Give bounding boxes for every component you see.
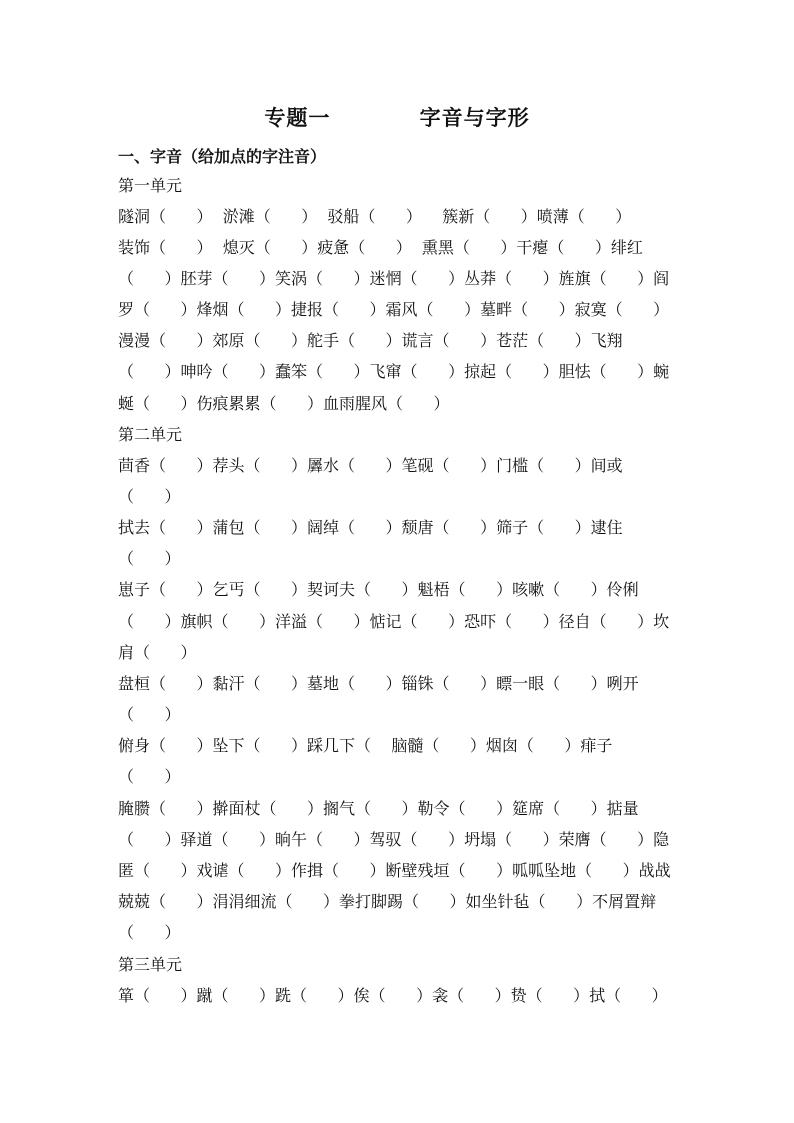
unit-2-line-7: 肩（ ） <box>118 643 197 662</box>
unit-2-line-13: （ ）驿道（ ）晌午（ ）驾驭（ ）坍塌（ ）荣膺（ ）隐 <box>118 830 670 849</box>
unit-heading-3: 第三单元 <box>118 955 183 974</box>
unit-2-line-6: （ ）旗帜（ ）洋溢（ ）惦记（ ）恐吓（ ）径自（ ）坎 <box>118 612 670 631</box>
unit-2-line-15: 兢兢（ ）涓涓细流（ ）拳打脚踢（ ）如坐针毡（ ）不屑置辩 <box>118 892 657 911</box>
unit-2-line-12: 腌臜（ ）擀面杖（ ）搁气（ ）勒令（ ）筵席（ ）掂量 <box>118 799 639 818</box>
unit-2-line-14: 匿（ ）戏谑（ ）作揖（ ）断壁残垣（ ）呱呱坠地（ ）战战 <box>118 861 671 880</box>
unit-2-line-3: 拭去（ ）蒲包（ ）阔绰（ ）颓唐（ ）筛子（ ）逮住 <box>118 518 623 537</box>
unit-2-line-1: 茴香（ ）荐头（ ）羼水（ ）笔砚（ ）门槛（ ）间或 <box>118 456 623 475</box>
unit-2-line-5: 崽子（ ）乞丐（ ）契诃夫（ ）魁梧（ ）咳嗽（ ）伶俐 <box>118 580 639 599</box>
unit-2-line-9: （ ） <box>118 705 181 724</box>
unit-2-line-16: （ ） <box>118 923 181 942</box>
unit-2-line-8: 盘桓（ ）黏汗（ ）墓地（ ）锱铢（ ）瞟一眼（ ）咧开 <box>118 674 639 693</box>
unit-2-line-4: （ ） <box>118 549 181 568</box>
unit-1-line-1: 隧洞（ ） 淤滩（ ） 驳船（ ） 簇新（ ）喷薄（ ） <box>118 207 632 226</box>
unit-1-line-6: （ ）呻吟（ ）蠢笨（ ）飞窜（ ）掠起（ ）胆怯（ ）蜿 <box>118 362 670 381</box>
unit-2-line-11: （ ） <box>118 767 181 786</box>
unit-2-line-10: 俯身（ ）坠下（ ）踩几下（ 脑髓（ ）烟囱（ ）痱子 <box>118 736 613 755</box>
unit-heading-1: 第一单元 <box>118 176 183 195</box>
unit-1-line-7: 蜒（ ）伤痕累累（ ）血雨腥风（ ） <box>118 394 450 413</box>
unit-1-line-4: 罗（ ）烽烟（ ）捷报（ ）霜风（ ）墓畔（ ）寂寞（ ） <box>118 300 670 319</box>
section-heading: 一、字音（给加点的字注音） <box>118 147 327 166</box>
page-title: 专题一 字音与字形 <box>264 106 530 130</box>
unit-heading-2: 第二单元 <box>118 425 183 444</box>
unit-1-line-3: （ ）胚芽（ ）笑涡（ ）迷惘（ ）丛莽（ ）旌旗（ ）阎 <box>118 269 670 288</box>
unit-1-line-2: 装饰（ ） 熄灭（ ）疲惫（ ） 熏黑（ ）干瘪（ ）绯红 <box>118 238 643 257</box>
unit-3-line-1: 箪（ ）蹴（ ）跣（ ）俟（ ）衾（ ）贽（ ）拭（ ） <box>118 986 668 1005</box>
unit-2-line-2: （ ） <box>118 487 181 506</box>
unit-1-line-5: 漫漫（ ）郊原（ ）舵手（ ）谎言（ ）苍茫（ ）飞翔 <box>118 331 623 350</box>
